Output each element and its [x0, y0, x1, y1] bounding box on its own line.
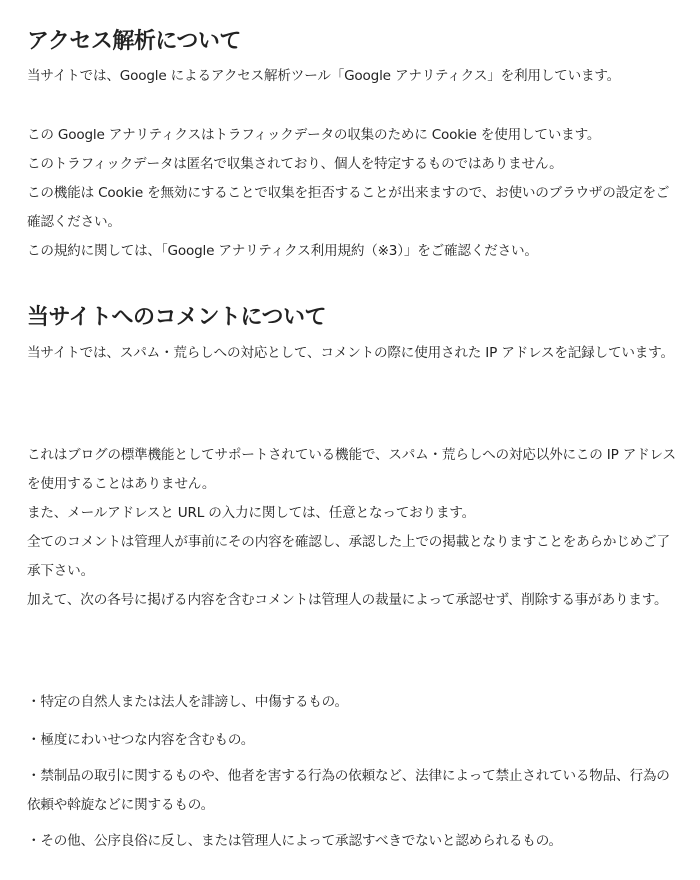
comments-section: [27, 303, 677, 333]
prohibited-list-item: [27, 762, 677, 820]
access-analytics-line: このトラフィックデータは匿名で収集されており、個人を特定するものではありません。: [27, 156, 563, 172]
access-analytics-section: [27, 27, 677, 57]
comments-intro: 当サイトでは、スパム・荒らしへの対応として、コメントの際に使用された IP アドレスを記録しています。: [27, 345, 674, 361]
access-analytics-heading: アクセス解析について: [27, 29, 241, 54]
access-analytics-line: この Google アナリティクスはトラフィックデータの収集のために Cookie を使用しています。: [27, 127, 601, 143]
comments-body: [27, 441, 677, 615]
prohibited-list-item: [27, 726, 677, 755]
comments-heading: 当サイトへのコメントについて: [27, 305, 327, 330]
comments-line: また、メールアドレスと URL の入力に関しては、任意となっております。: [27, 505, 476, 521]
access-analytics-intro: 当サイトでは、Google によるアクセス解析ツール「Google アナリティクス」を利用しています。: [27, 68, 621, 84]
access-analytics-line: この機能は Cookie を無効にすることで収集を拒否することが出来ますので、お使いのブラウザの設定をご確認ください。: [27, 185, 670, 230]
list-item: ・極度にわいせつな内容を含むもの。: [27, 732, 255, 748]
comments-line: 加えて、次の各号に掲げる内容を含むコメントは管理人の裁量によって承認せず、削除する事があります。: [27, 592, 668, 608]
list-item: ・特定の自然人または法人を誹謗し、中傷するもの。: [27, 694, 348, 710]
prohibited-list-item: [27, 827, 677, 856]
list-item: ・その他、公序良俗に反し、または管理人によって承認すべきでないと認められるもの。: [27, 833, 562, 849]
access-analytics-line: この規約に関しては、「Google アナリティクス利用規約（※3）」をご確認ください。: [27, 243, 538, 259]
prohibited-list-item: [27, 688, 677, 717]
comments-intro-block: [27, 339, 677, 368]
comments-line: これはブログの標準機能としてサポートされている機能で、スパム・荒らしへの対応以外にこの IP アドレスを使用することはありません。: [27, 447, 676, 492]
access-analytics-intro-block: [27, 62, 677, 91]
access-analytics-body: [27, 121, 677, 266]
comments-line: 全てのコメントは管理人が事前にその内容を確認し、承認した上での掲載となりますことをあらかじめご了承下さい。: [27, 534, 670, 579]
list-item: ・禁制品の取引に関するものや、他者を害する行為の依頼など、法律によって禁止されている物品、行為の依頼や斡旋などに関するもの。: [27, 768, 670, 813]
